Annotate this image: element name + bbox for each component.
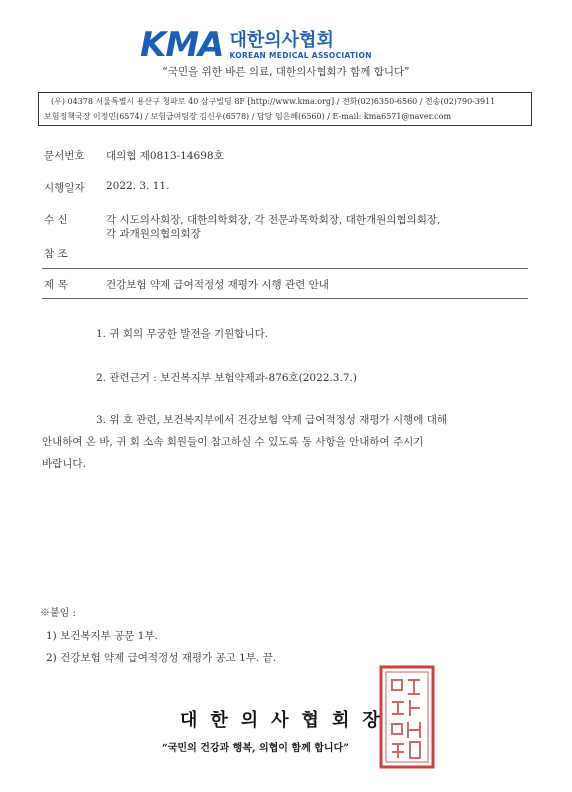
paragraph-2: 2. 관련근거 : 보건복지부 보험약제과-876호(2022.3.7.) [96,372,357,384]
attachment-item-1: 1) 보건복지부 공문 1부. [46,630,158,642]
doc-no: 대의협 제0813-14698호 [106,150,224,162]
attachment-item-2: 2) 건강보험 약제 급여적정성 재평가 공고 1부. 끝. [46,652,277,664]
reference-label: 참 조 [44,248,68,260]
paragraph-1: 1. 귀 회의 무궁한 발전을 기원합니다. [96,328,269,340]
recipient-line-1: 각 시도의사회장, 대한의학회장, 각 전문과목학회장, 대한개원의협의회장, [106,214,441,226]
logo-name-en: KOREAN MEDICAL ASSOCIATION [229,50,372,60]
issuer-title: 대한의사협회장 [180,710,393,731]
doc-no-label: 문서번호 [44,150,85,162]
recipient-line-2: 각 과개원의협의회장 [106,228,201,240]
date-label: 시행일자 [44,182,85,194]
contact-box [38,92,532,126]
date: 2022. 3. 11. [106,180,170,192]
contact-line-address: (우) 04378 서울특별시 용산구 청파로 40 삼구빌딩 8F [http://www.kma.org] / 전화(02)6350-6560 / 전송(02)790-3911 [51,97,496,106]
paragraph-3-line-1: 3. 위 호 관련, 보건복지부에서 건강보험 약제 급여적정성 재평가 시행에 대해 [96,414,448,426]
subject-label: 제 목 [44,279,68,291]
paragraph-3-line-2: 안내하여 온 바, 귀 회 소속 회원들이 참고하실 수 있도록 동 사항을 안내하여 주시기 [42,436,424,448]
subject: 건강보험 약제 급여적정성 재평가 시행 관련 안내 [106,279,329,291]
contact-line-staff: 보험정책국장 이정민(6574) / 보험급여팀장 김신우(6578) / 담당 임은혜(6560) / E-mail: kma6571@naver.com [44,112,452,121]
divider-top [42,268,528,269]
logo-mark: KMA [140,25,224,65]
kma-logo [140,25,372,65]
footer-slogan: “국민의 건강과 행복, 의협이 함께 합니다” [162,743,349,754]
recipient-label: 수 신 [44,214,68,226]
attachments-label: ※붙임 : [40,608,76,619]
logo-text [230,31,372,60]
logo-name-ko: 대한의사협회 [229,29,334,51]
divider-bottom [42,298,528,299]
header-slogan: “국민을 위한 바른 의료, 대한의사협회가 함께 합니다” [162,66,410,78]
paragraph-3-line-3: 바랍니다. [42,458,86,470]
